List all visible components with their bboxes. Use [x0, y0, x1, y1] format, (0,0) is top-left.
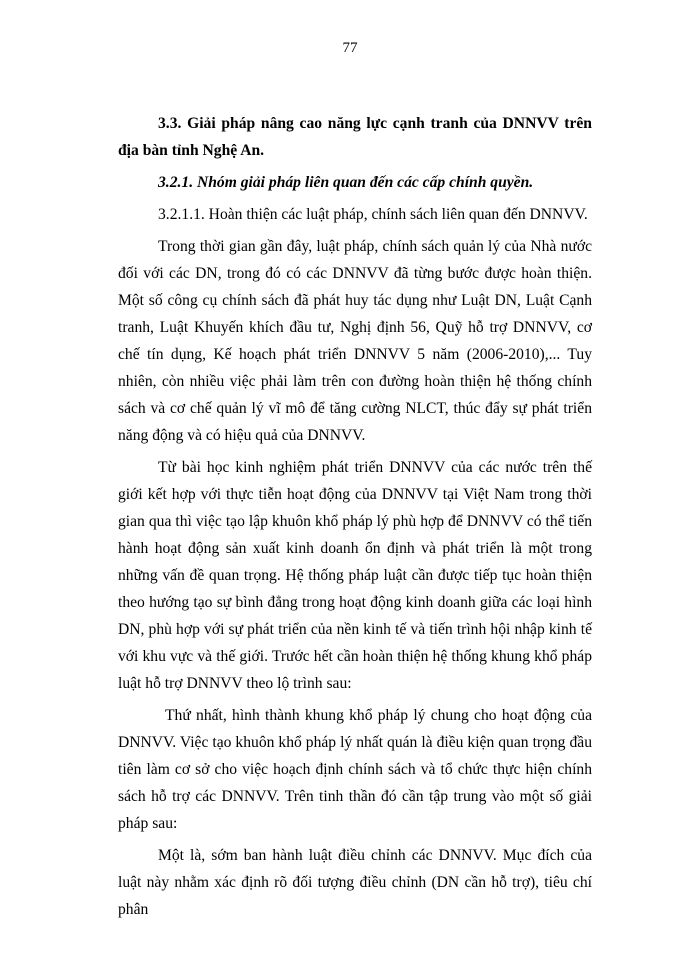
paragraph-subsubsection-title: 3.2.1.1. Hoàn thiện các luật pháp, chính sách liên quan đến DNNVV.	[158, 206, 588, 223]
page-content	[118, 110, 592, 928]
subsection-heading: 3.2.1. Nhóm giải pháp liên quan đến các cấp chính quyền.	[158, 174, 534, 191]
paragraph: Một là, sớm ban hành luật điều chỉnh các DNNVV. Mục đích của luật này nhằm xác định rõ đối tượng điều chỉnh (DN cần hỗ trợ), tiêu chí phân	[118, 847, 592, 918]
section-heading: 3.3. Giải pháp nâng cao năng lực cạnh tranh của DNNVV trên địa bàn tỉnh Nghệ An.	[118, 115, 592, 159]
page-number: 77	[342, 40, 358, 56]
paragraph: Trong thời gian gần đây, luật pháp, chính sách quản lý của Nhà nước đối với các DN, trong đó có các DNNVV đã từng bước được hoàn thiện. Một số công cụ chính sách đã phát huy tác dụng như Luật DN, Luật Cạnh tranh, Luật Khuyến khích đầu tư, Nghị định 56, Quỹ hỗ trợ DNNVV, cơ chế tín dụng, Kế hoạch phát triển DNNVV 5 năm (2006-2010),... Tuy nhiên, còn nhiều việc phải làm trên con đường hoàn thiện hệ thống chính sách và cơ chế quản lý vĩ mô để tăng cường NLCT, thúc đẩy sự phát triển năng động và có hiệu quả của DNNVV.	[118, 238, 592, 444]
paragraph: Thứ nhất, hình thành khung khổ pháp lý chung cho hoạt động của DNNVV. Việc tạo khuôn khổ pháp lý nhất quán là điều kiện quan trọng đầu tiên làm cơ sở cho việc hoạch định chính sách và tổ chức thực hiện chính sách hỗ trợ các DNNVV. Trên tinh thần đó cần tập trung vào một số giải pháp sau:	[118, 707, 592, 832]
paragraph: Từ bài học kinh nghiệm phát triển DNNVV của các nước trên thế giới kết hợp với thực tiễn hoạt động của DNNVV tại Việt Nam trong thời gian qua thì việc tạo lập khuôn khổ pháp lý phù hợp để DNNVV có thể tiến hành hoạt động sản xuất kinh doanh ổn định và phát triển là một trong những vấn đề quan trọng. Hệ thống pháp luật cần được tiếp tục hoàn thiện theo hướng tạo sự bình đẳng trong hoạt động kinh doanh giữa các loại hình DN, phù hợp với sự phát triển của nền kinh tế và tiến trình hội nhập kinh tế với khu vực và thế giới. Trước hết cần hoàn thiện hệ thống khung khổ pháp luật hỗ trợ DNNVV theo lộ trình sau:	[118, 459, 592, 692]
